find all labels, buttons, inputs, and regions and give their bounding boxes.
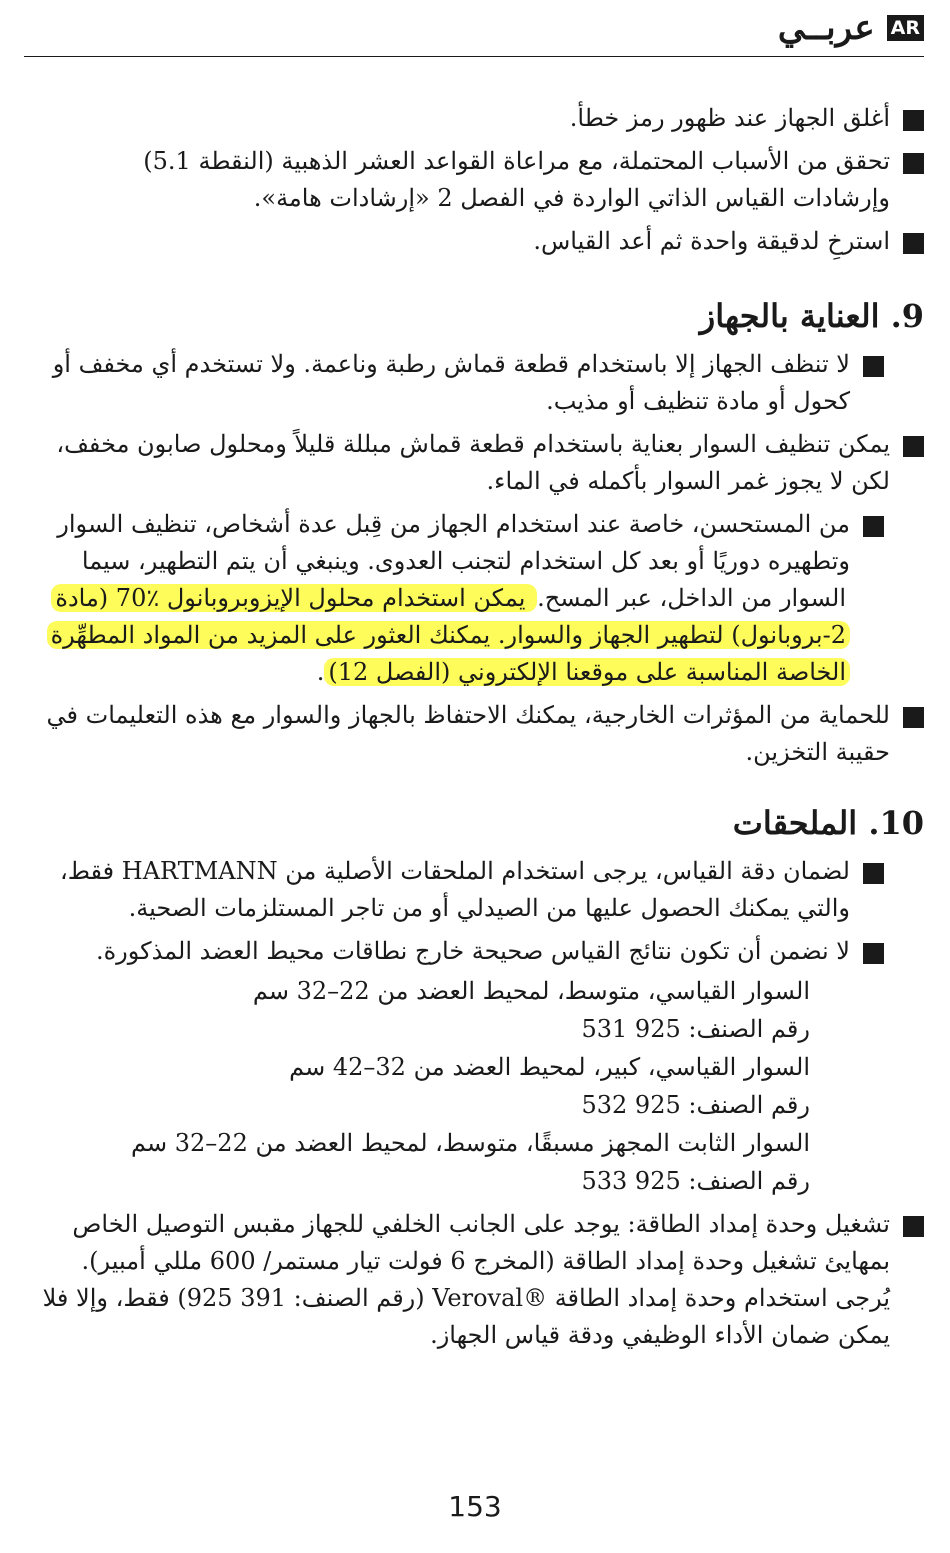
language-code-badge: AR bbox=[887, 15, 924, 41]
list-item: لا نضمن أن تكون نتائج القياس صحيحة خارج نطاقات محيط العضد المذكورة. bbox=[40, 933, 884, 970]
power-supply-text: تشغيل وحدة إمداد الطاقة: يوجد على الجانب الخلفي للجهاز مقبس التوصيل الخاص بمهايئ تشغيل وحدة إمداد الطاقة (المخرج 6 فولت تيار مستمر/ 600 مللي أمبير). bbox=[72, 1210, 890, 1275]
list-item: تحقق من الأسباب المحتملة، مع مراعاة القواعد العشر الذهبية (النقطة 5.1) وإرشادات القياس الذاتي الواردة في الفصل 2 «إرشادات هامة». bbox=[40, 143, 924, 217]
article-number: رقم الصنف: 925 533 bbox=[581, 1167, 810, 1195]
page-header bbox=[24, 0, 924, 57]
accessory-description: السوار الثابت المجهز مسبقًا، متوسط، لمحيط العضد من 22–32 سم bbox=[131, 1129, 810, 1157]
list-item: أغلق الجهاز عند ظهور رمز خطأ. bbox=[40, 100, 924, 137]
paragraph-end: . bbox=[316, 658, 325, 686]
list-item: لضمان دقة القياس، يرجى استخدام الملحقات الأصلية من HARTMANN فقط، والتي يمكنك الحصول عليها من الصيدلي أو من تاجر المستلزمات الصحية. bbox=[40, 853, 884, 927]
list-item: للحماية من المؤثرات الخارجية، يمكنك الاحتفاظ بالجهاز والسوار مع هذه التعليمات في حقيبة التخزين. bbox=[40, 697, 924, 771]
power-supply-text: يُرجى استخدام وحدة إمداد الطاقة ®Veroval (رقم الصنف: 391 925) فقط، وإلا فلا يمكن ضمان الأداء الوظيفي ودقة قياس الجهاز. bbox=[42, 1284, 890, 1349]
list-item: يمكن تنظيف السوار بعناية باستخدام قطعة قماش مبللة قليلاً ومحلول صابون مخفف، لكن لا يجوز غمر السوار بأكمله في الماء. bbox=[40, 426, 924, 500]
article-number: رقم الصنف: 925 531 bbox=[581, 1015, 810, 1043]
section-heading-accessories: 10. الملحقات bbox=[732, 804, 924, 842]
list-item-disinfection bbox=[40, 506, 884, 691]
accessory-description: السوار القياسي، متوسط، لمحيط العضد من 22–32 سم bbox=[252, 977, 810, 1005]
paragraph-text: من المستحسن، خاصة عند استخدام الجهاز من قِبل عدة أشخاص، تنظيف السوار وتطهيره دوريًا أو بعد كل استخدام لتجنب العدوى. وينبغي أن يتم التطهير، سيما السوار من الداخل، عبر المسح. bbox=[57, 510, 850, 612]
list-item: استرخِ لدقيقة واحدة ثم أعد القياس. bbox=[40, 223, 924, 260]
list-item: لا تنظف الجهاز إلا باستخدام قطعة قماش رطبة وناعمة. ولا تستخدم أي مخفف أو كحول أو مادة تنظيف أو مذيب. bbox=[40, 346, 884, 420]
list-item-power-supply bbox=[40, 1206, 924, 1354]
page-content bbox=[40, 100, 924, 1360]
highlighted-text: يمكن استخدام محلول الإيزوبروبانول ‎70٪ (مادة 2-بروبانول) لتطهير الجهاز والسوار. يمكنك العثور على المزيد من المواد المطهِّرة الخاصة المناسبة على موقعنا الإلكتروني (الفصل 12) bbox=[47, 584, 850, 686]
accessory-description: السوار القياسي، كبير، لمحيط العضد من 32–42 سم bbox=[289, 1053, 810, 1081]
article-number: رقم الصنف: 925 532 bbox=[581, 1091, 810, 1119]
accessories-list bbox=[40, 972, 850, 1200]
section-heading-care: 9. العناية بالجهاز bbox=[699, 297, 924, 335]
page-number: 153 bbox=[448, 1490, 502, 1523]
language-name: عربــي bbox=[777, 8, 875, 48]
